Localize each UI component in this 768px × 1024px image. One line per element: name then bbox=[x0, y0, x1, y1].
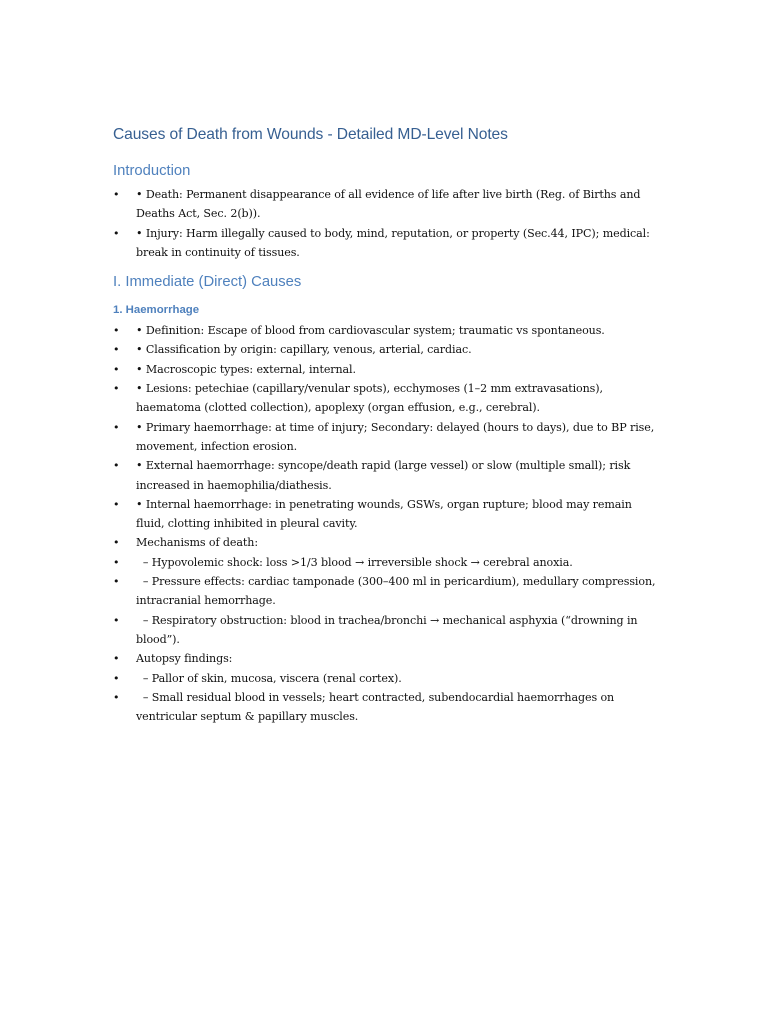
list-item-text: • Primary haemorrhage: at time of injury; Secondary: delayed (hours to days), due to BP rise, movement, infection erosion. bbox=[136, 420, 655, 453]
list-item bbox=[113, 669, 658, 688]
list-item-text: • Classification by origin: capillary, venous, arterial, cardiac. bbox=[136, 343, 472, 357]
bullet-icon: • bbox=[113, 671, 120, 685]
list-item bbox=[113, 224, 658, 263]
list-item-text: – Small residual blood in vessels; heart contracted, subendocardial haemorrhages on ventricular septum & papillary muscles. bbox=[136, 690, 618, 724]
list-item bbox=[113, 553, 658, 572]
list-item-text: • Death: Permanent disappearance of all evidence of life after live birth (Reg. of Births and Deaths Act, Sec. 2(b)). bbox=[136, 188, 641, 221]
bullet-icon: • bbox=[113, 575, 120, 589]
document-page bbox=[113, 124, 658, 726]
bullet-icon: • bbox=[113, 382, 120, 396]
list-item-text: • Macroscopic types: external, internal. bbox=[136, 362, 356, 376]
introduction-list bbox=[113, 185, 658, 262]
bullet-icon: • bbox=[113, 324, 120, 338]
list-item bbox=[113, 572, 658, 611]
list-item bbox=[113, 185, 658, 224]
haemorrhage-list bbox=[113, 321, 658, 726]
bullet-icon: • bbox=[113, 459, 120, 473]
list-item-text: • Injury: Harm illegally caused to body, mind, reputation, or property (Sec.44, IPC); medical: break in continuity of tissues. bbox=[136, 226, 650, 259]
list-item bbox=[113, 533, 658, 552]
list-item bbox=[113, 321, 658, 340]
bullet-icon: • bbox=[113, 555, 120, 569]
list-item-text: • Internal haemorrhage: in penetrating wounds, GSWs, organ rupture; blood may remain fluid, clotting inhibited in pleural cavity. bbox=[136, 497, 632, 531]
list-item bbox=[113, 456, 658, 495]
bullet-icon: • bbox=[113, 362, 120, 376]
heading-introduction: Introduction bbox=[113, 163, 191, 179]
list-item bbox=[113, 418, 658, 457]
list-item-text: – Pallor of skin, mucosa, viscera (renal cortex). bbox=[136, 671, 402, 685]
list-item-text: – Respiratory obstruction: blood in trachea/bronchi → mechanical asphyxia (“drowning in blood”). bbox=[136, 613, 641, 646]
bullet-icon: • bbox=[113, 613, 120, 627]
list-item-text: • External haemorrhage: syncope/death rapid (large vessel) or slow (multiple small); risk increased in haemophilia/diathesis. bbox=[136, 459, 631, 492]
list-item bbox=[113, 495, 658, 534]
heading-immediate-causes: I. Immediate (Direct) Causes bbox=[113, 274, 302, 291]
list-item bbox=[113, 611, 658, 650]
bullet-icon: • bbox=[113, 497, 120, 511]
bullet-icon: • bbox=[113, 343, 120, 357]
bullet-icon: • bbox=[113, 536, 120, 550]
list-item-text: • Lesions: petechiae (capillary/venular spots), ecchymoses (1–2 mm extravasations), haematoma (clotted collection), apoplexy (organ effusion, e.g., cerebral). bbox=[136, 382, 603, 415]
list-item bbox=[113, 688, 658, 727]
list-item bbox=[113, 649, 658, 668]
bullet-icon: • bbox=[113, 690, 120, 704]
list-item-text: – Pressure effects: cardiac tamponade (300–400 ml in pericardium), medullary compression, intracranial hemorrhage. bbox=[136, 575, 659, 608]
heading-haemorrhage: 1. Haemorrhage bbox=[113, 304, 200, 317]
list-item-text: – Hypovolemic shock: loss >1/3 blood → irreversible shock → cerebral anoxia. bbox=[136, 555, 573, 569]
document-title: Causes of Death from Wounds - Detailed MD-Level Notes bbox=[113, 126, 508, 143]
list-item-text: • Definition: Escape of blood from cardiovascular system; traumatic vs spontaneous. bbox=[136, 324, 605, 338]
bullet-icon: • bbox=[113, 652, 120, 666]
list-item bbox=[113, 379, 658, 418]
bullet-icon: • bbox=[113, 188, 120, 201]
list-item-text: Autopsy findings: bbox=[136, 652, 233, 666]
bullet-icon: • bbox=[113, 226, 120, 240]
list-item bbox=[113, 340, 658, 359]
list-item bbox=[113, 360, 658, 379]
bullet-icon: • bbox=[113, 420, 120, 434]
list-item-text: Mechanisms of death: bbox=[136, 536, 258, 550]
